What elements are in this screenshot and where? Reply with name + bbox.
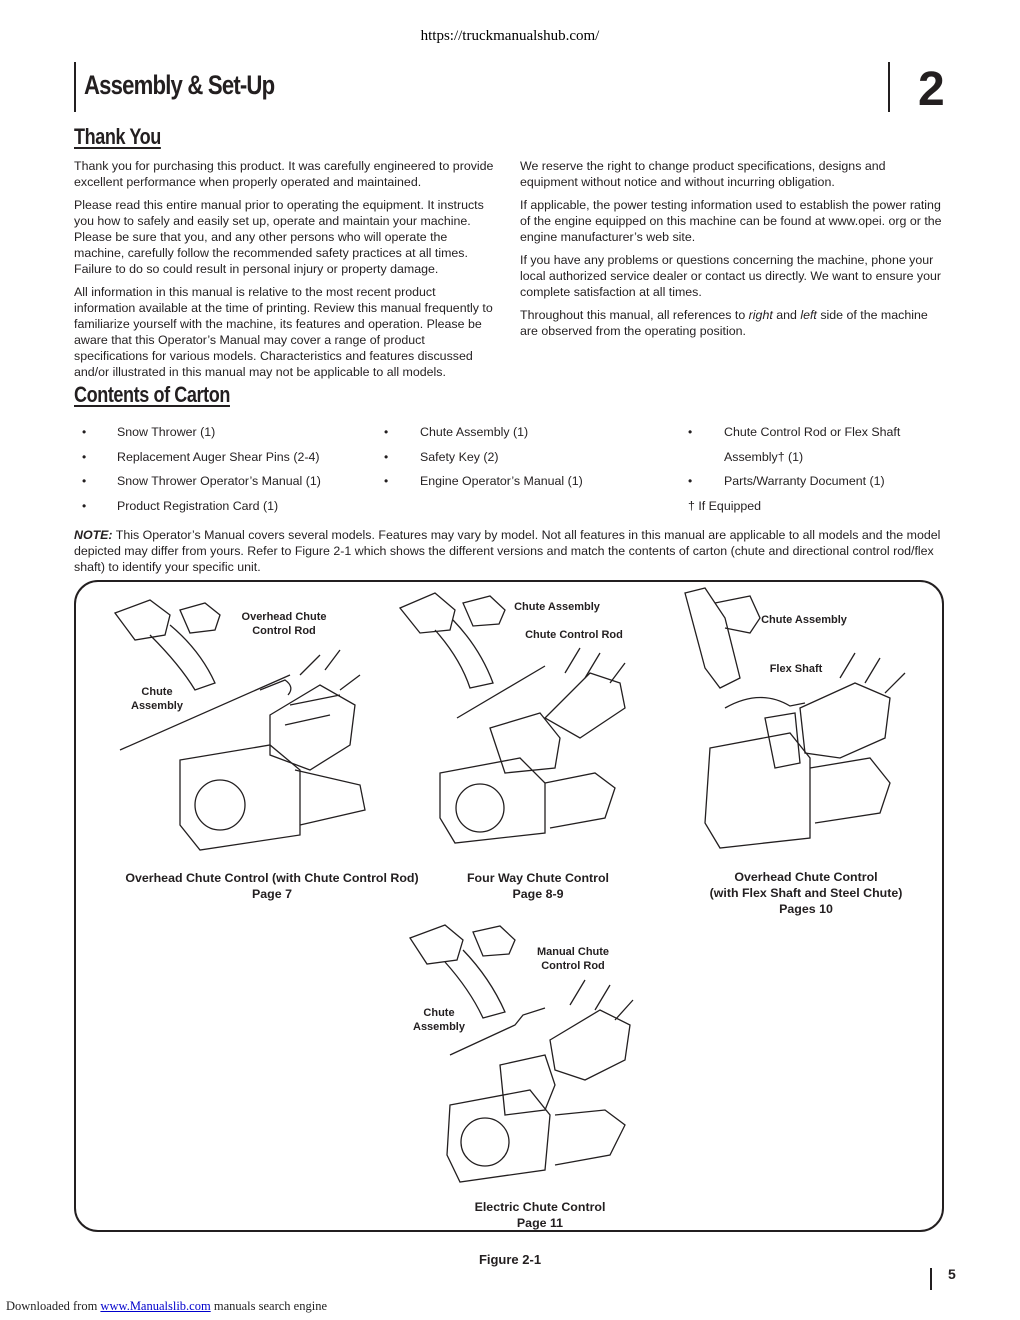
footer: [6, 1299, 327, 1314]
list-item-continued: Assembly† (1): [724, 450, 804, 464]
caption-title: Four Way Chute Control: [466, 871, 610, 885]
footer-text: Downloaded from: [6, 1299, 101, 1313]
snow-thrower-illustration-flex-shaft: [680, 588, 920, 863]
list-item: Parts/Warranty Document (1): [724, 474, 885, 488]
list-item: Replacement Auger Shear Pins (2-4): [117, 450, 320, 464]
note-label: NOTE:: [74, 528, 113, 542]
bullet: •: [82, 474, 87, 488]
paragraph: All information in this manual is relative to the most recent product information available at the time of printing. Review this manual frequently to familiarize yourself with the machine, its features and operation. Please be aware that this Operator’s Manual may cover a range of product specifications for various models. Characteristics and features discussed and/or illustrated in this manual may not be applicable to all models.: [74, 285, 493, 379]
callout-chute-assembly: Chute Assembly: [131, 686, 183, 712]
source-url: https://truckmanualshub.com/: [420, 28, 600, 44]
chapter-number: 2: [918, 63, 945, 116]
list-item: Safety Key (2): [420, 450, 499, 464]
thank-you-left-column: [74, 158, 494, 387]
note-paragraph: [74, 527, 944, 575]
paragraph: Please read this entire manual prior to operating the equipment. It instructs you how to safely and easily set up, operate and maintain your machine. Please be sure that you, and any other persons who will operate the machine, carefully follow the recommended safety practices at all times. Failure to do so could result in personal injury or property damage.: [74, 198, 484, 276]
bullet: •: [384, 474, 389, 488]
caption-title: Electric Chute Control: [474, 1200, 606, 1214]
callout-chute-control-rod: Chute Control Rod: [525, 629, 623, 641]
callout-chute-assembly: Chute Assembly: [761, 614, 847, 626]
text: side of the machine are observed from the operating position.: [520, 308, 928, 338]
chapter-title: Assembly & Set-Up: [84, 70, 275, 100]
paragraph: Thank you for purchasing this product. It was carefully engineered to provide excellent performance when properly operated and maintained.: [74, 159, 494, 189]
list-item: Chute Control Rod or Flex Shaft: [724, 425, 901, 439]
caption-overhead-flex-shaft: [690, 869, 922, 917]
list-item: Product Registration Card (1): [117, 499, 279, 513]
manualslib-link[interactable]: www.Manualslib.com: [100, 1299, 211, 1313]
bullet: •: [82, 425, 87, 439]
snow-thrower-illustration-four-way: [395, 588, 655, 848]
callout-overhead-chute-control-rod: Overhead Chute Control Rod: [241, 611, 327, 637]
note-text: This Operator’s Manual covers several models. Features may vary by model. Not all features in this manual are applicable to all models and the model depicted may differ from yours. Refer to Figure 2-1 which shows the different versions and match the contents of carton (chute and directional control rod/flex shaft) to identify your specific unit.: [74, 528, 941, 574]
callout-flex-shaft: Flex Shaft: [769, 663, 823, 675]
figure-label: Figure 2-1: [478, 1252, 542, 1267]
page-number: 5: [948, 1266, 956, 1282]
caption-title: Overhead Chute Control: [734, 870, 878, 884]
thank-you-right-column: [520, 158, 946, 346]
bullet: •: [82, 499, 87, 513]
text: Throughout this manual, all references to: [520, 308, 749, 322]
paragraph: We reserve the right to change product specifications, designs and equipment without notice and without incurring obligation.: [520, 159, 886, 189]
title-divider-left: [74, 62, 76, 112]
page-number-divider: [930, 1268, 932, 1290]
title-divider-right: [888, 62, 890, 112]
thank-you-heading: Thank You: [74, 124, 161, 149]
caption-page: Page 11: [516, 1216, 564, 1230]
callout-chute-assembly: Chute Assembly: [514, 601, 600, 613]
callout-manual-chute-control-rod: Manual Chute Control Rod: [536, 946, 610, 972]
list-item: Engine Operator’s Manual (1): [420, 474, 583, 488]
footer-text: manuals search engine: [210, 1299, 327, 1313]
contents-heading: Contents of Carton: [74, 382, 230, 407]
text: and: [772, 308, 801, 322]
caption-page: Page 7: [252, 887, 292, 901]
caption-overhead-chute-control-rod: [110, 870, 434, 902]
paragraph: [520, 307, 946, 339]
bullet: •: [384, 450, 389, 464]
bullet: •: [688, 425, 693, 439]
if-equipped-note: † If Equipped: [688, 499, 762, 513]
caption-page: Page 8-9: [512, 887, 564, 901]
caption-subtitle: (with Flex Shaft and Steel Chute): [709, 886, 903, 900]
list-item: Chute Assembly (1): [420, 425, 529, 439]
text-italic: right: [748, 308, 773, 322]
paragraph: If you have any problems or questions concerning the machine, phone your local authorized service dealer or contact us directly. We want to ensure your complete satisfaction at all times.: [520, 253, 942, 299]
bullet: •: [688, 474, 693, 488]
list-item: Snow Thrower Operator’s Manual (1): [117, 474, 321, 488]
caption-page: Pages 10: [779, 902, 833, 916]
bullet: •: [384, 425, 389, 439]
caption-electric-chute-control: [440, 1199, 640, 1231]
caption-title: Overhead Chute Control (with Chute Control Rod): [125, 871, 419, 885]
text-italic: left: [800, 308, 817, 322]
bullet: •: [82, 450, 87, 464]
callout-chute-assembly: Chute Assembly: [413, 1007, 465, 1033]
list-item: Snow Thrower (1): [117, 425, 216, 439]
caption-four-way-chute-control: [440, 870, 636, 902]
paragraph: If applicable, the power testing information used to establish the power rating of the engine equipped on this machine can be found at www.opei. org or the engine manufacturer’s web site.: [520, 198, 942, 244]
